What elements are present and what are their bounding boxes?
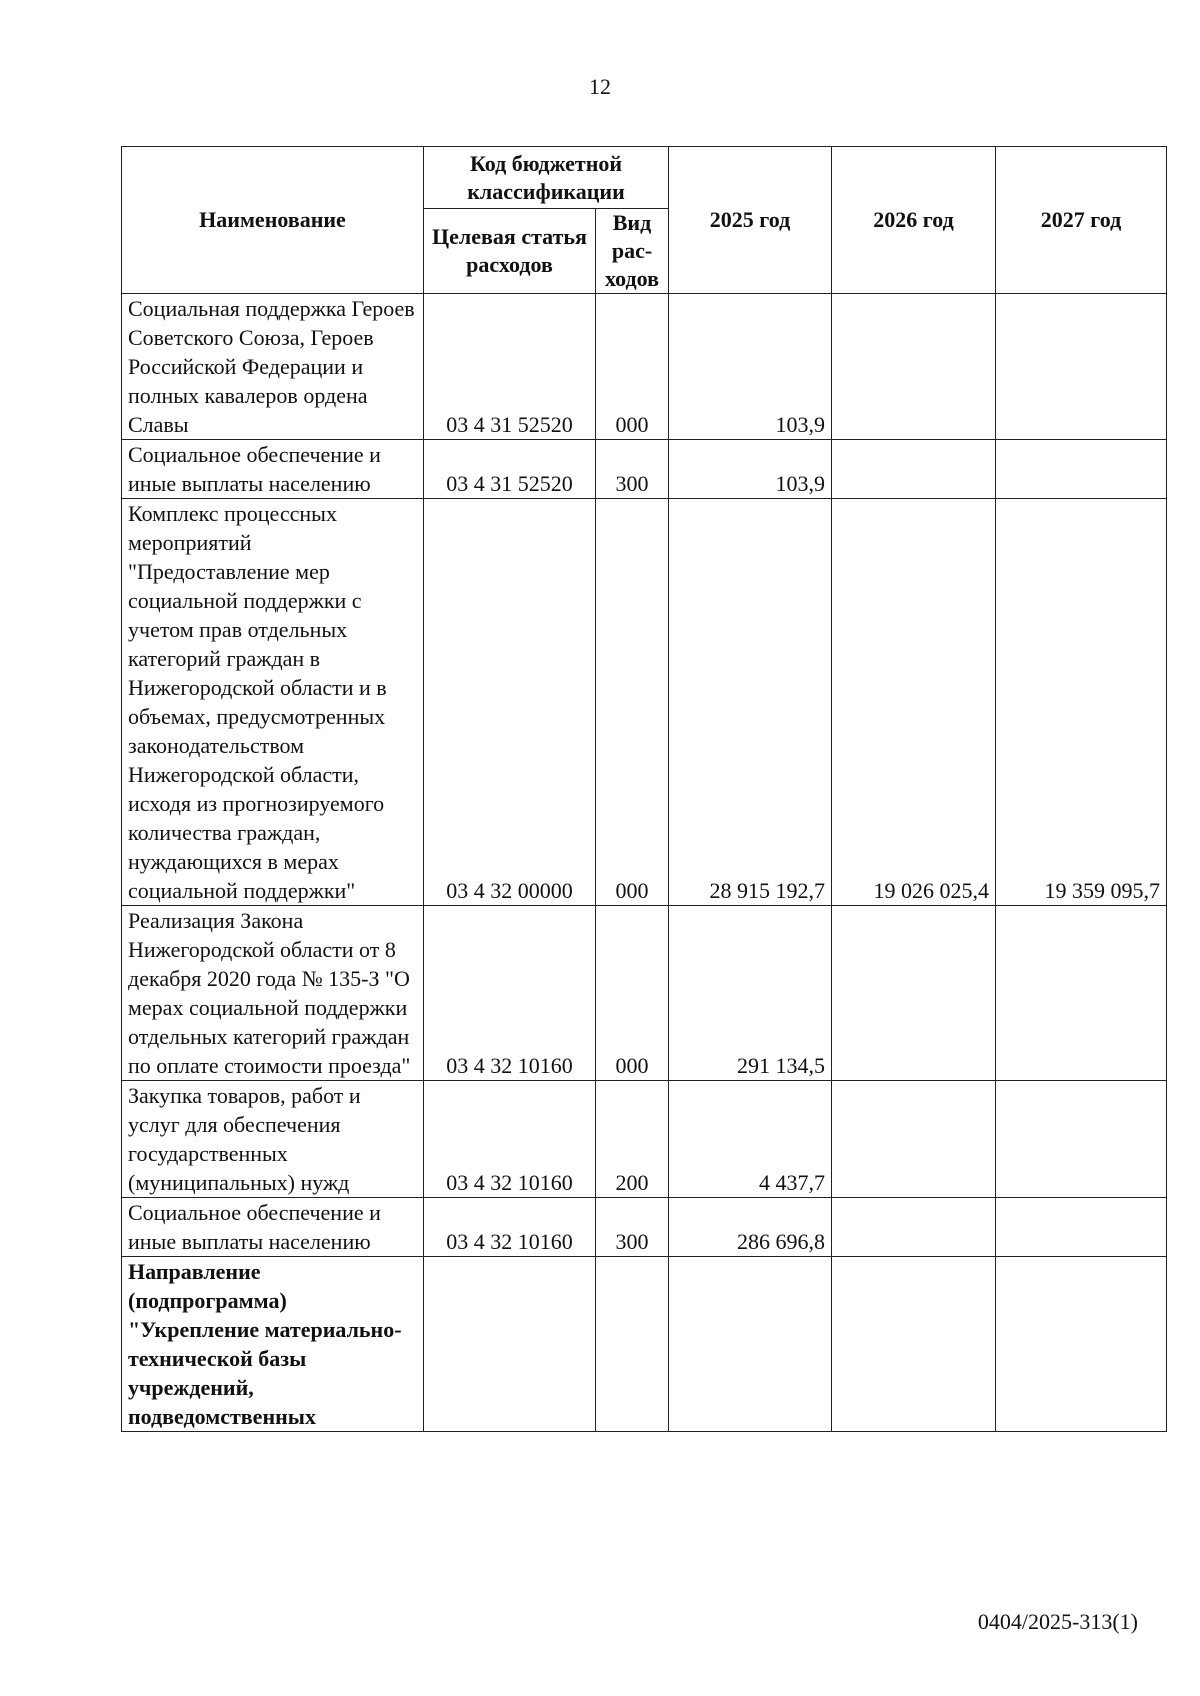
row-value-2026 [832,294,996,440]
row-expense-type: 000 [596,294,669,440]
table-row [122,294,1167,440]
row-name: Реализация Закона Нижегородской области от 8 декабря 2020 года № 135-З "О мерах социальной поддержки отдельных категорий граждан по оплате стоимости проезда" [122,906,424,1081]
row-name: Социальная поддержка Героев Советского Союза, Героев Российской Федерации и полных кавалеров ордена Славы [122,294,424,440]
header-year-2026: 2026 год [832,147,996,294]
row-value-2027 [996,440,1167,499]
row-target-code: 03 4 32 00000 [424,499,596,906]
header-expense-type: Вид рас-ходов [596,209,669,294]
header-name: Наименование [122,147,424,294]
row-target-code: 03 4 32 10160 [424,1198,596,1257]
header-kbk-group: Код бюджетной классификации [424,147,669,209]
row-value-2027 [996,906,1167,1081]
row-value-2027 [996,1081,1167,1198]
row-expense-type [596,1257,669,1432]
row-value-2026 [832,1081,996,1198]
row-name: Социальное обеспечение и иные выплаты населению [122,1198,424,1257]
row-value-2026 [832,906,996,1081]
page-number: 12 [589,74,611,99]
row-name: Направление (подпрограмма) "Укрепление материально-технической базы учреждений, подведомственных [122,1257,424,1432]
table-row [122,440,1167,499]
row-value-2025: 28 915 192,7 [669,499,832,906]
row-name: Комплекс процессных мероприятий "Предоставление мер социальной поддержки с учетом прав отдельных категорий граждан в Нижегородской области и в объемах, предусмотренных законодательством Нижегородской области, исходя из прогнозируемого количества граждан, нуждающихся в мерах социальной поддержки" [122,499,424,906]
row-value-2027 [996,1198,1167,1257]
row-expense-type: 200 [596,1081,669,1198]
row-name: Социальное обеспечение и иные выплаты населению [122,440,424,499]
document-code: 0404/2025-313(1) [977,1609,1138,1634]
table-row [122,1257,1167,1432]
table-row [122,906,1167,1081]
header-year-2027: 2027 год [996,147,1167,294]
row-name: Закупка товаров, работ и услуг для обеспечения государственных (муниципальных) нужд [122,1081,424,1198]
budget-table [121,146,1167,1432]
row-target-code: 03 4 32 10160 [424,1081,596,1198]
row-expense-type: 300 [596,1198,669,1257]
table-row [122,1198,1167,1257]
header-target-article: Целевая статья расходов [424,209,596,294]
row-value-2025: 103,9 [669,440,832,499]
table-row [122,1081,1167,1198]
row-value-2025: 103,9 [669,294,832,440]
row-value-2025: 4 437,7 [669,1081,832,1198]
row-value-2026 [832,1257,996,1432]
row-target-code: 03 4 31 52520 [424,440,596,499]
row-value-2026: 19 026 025,4 [832,499,996,906]
row-value-2027 [996,294,1167,440]
row-expense-type: 000 [596,906,669,1081]
row-target-code: 03 4 31 52520 [424,294,596,440]
row-value-2026 [832,440,996,499]
row-expense-type: 000 [596,499,669,906]
row-target-code: 03 4 32 10160 [424,906,596,1081]
table-row [122,499,1167,906]
row-value-2026 [832,1198,996,1257]
row-expense-type: 300 [596,440,669,499]
row-value-2025: 291 134,5 [669,906,832,1081]
row-value-2027 [996,1257,1167,1432]
row-value-2025: 286 696,8 [669,1198,832,1257]
row-target-code [424,1257,596,1432]
row-value-2027: 19 359 095,7 [996,499,1167,906]
row-value-2025 [669,1257,832,1432]
header-year-2025: 2025 год [669,147,832,294]
